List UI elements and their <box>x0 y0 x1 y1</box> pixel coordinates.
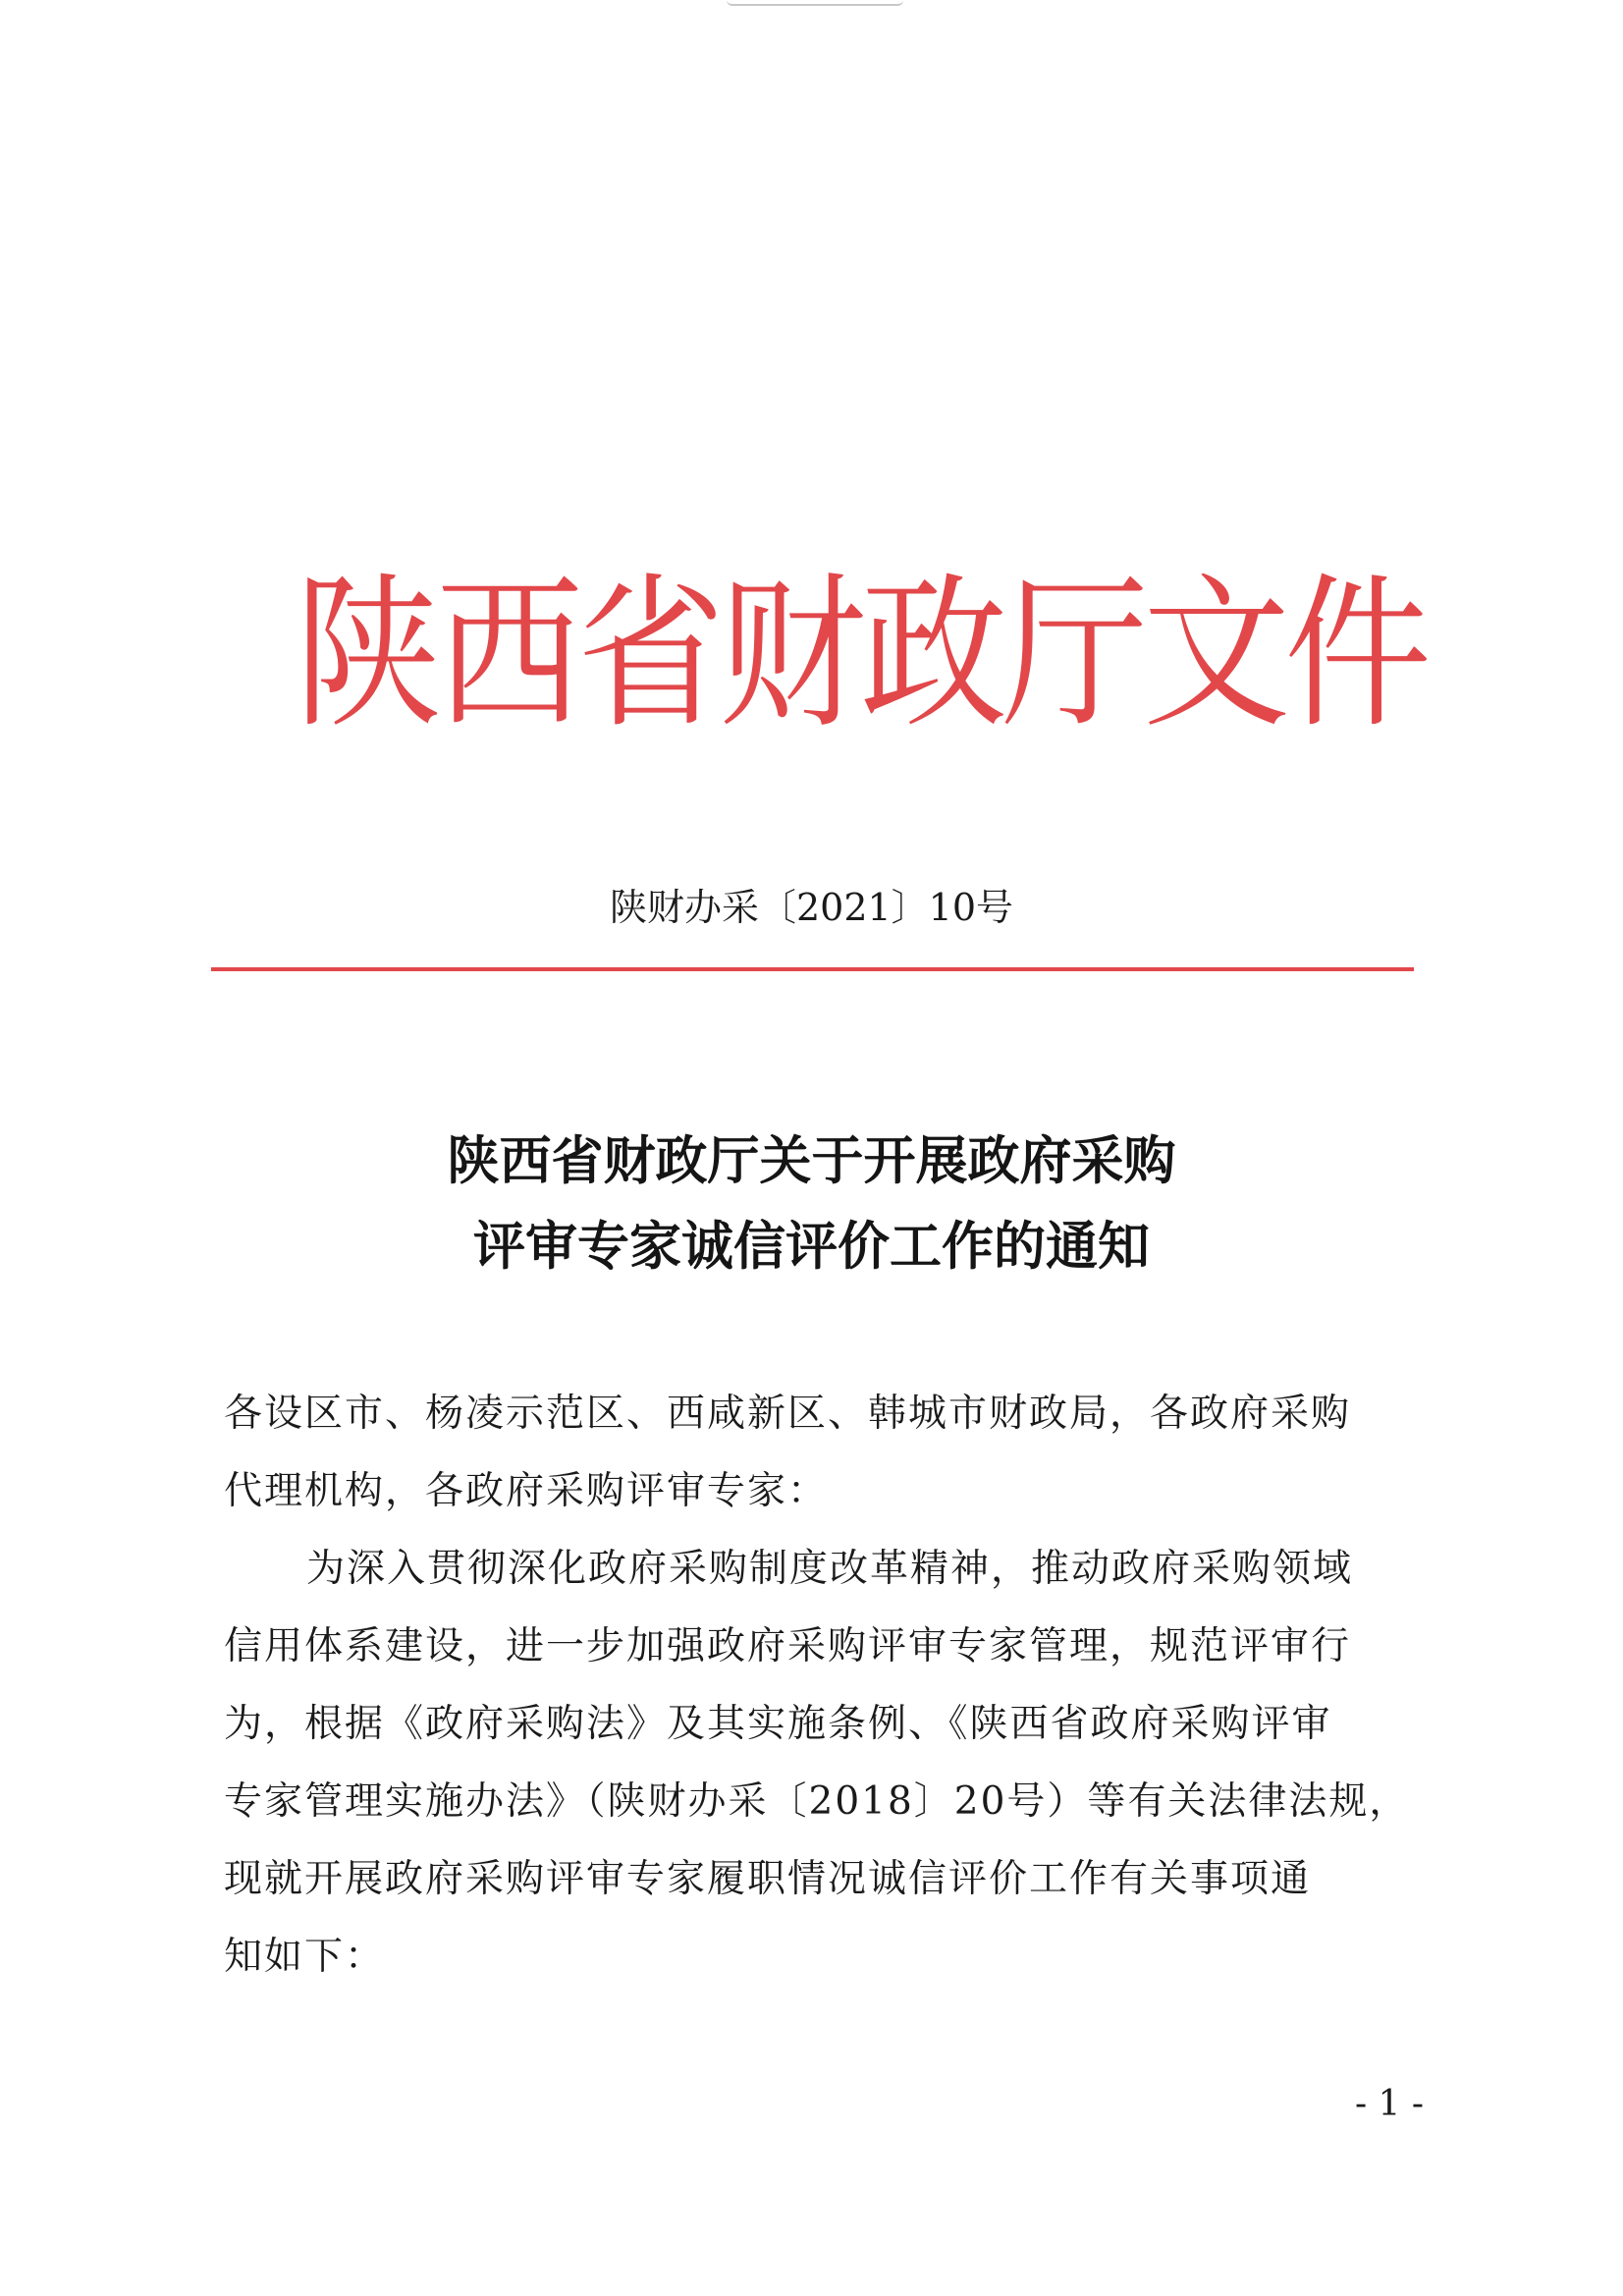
body-paragraph <box>224 1530 1432 1995</box>
addressee-line: 各设区市、杨凌示范区、西咸新区、韩城市财政局，各政府采购 <box>224 1392 1352 1436</box>
page-number: - 1 - <box>1354 2084 1425 2124</box>
body-line: 知如下： <box>224 1935 386 1979</box>
addressee-line: 代理机构，各政府采购评审专家： <box>224 1469 829 1513</box>
scan-edge-mark <box>727 0 903 6</box>
body-line: 现就开展政府采购评审专家履职情况诚信评价工作有关事项通 <box>224 1857 1312 1901</box>
body-line: 专家管理实施办法》（陕财办采〔2018〕20号）等有关法律法规， <box>224 1779 1410 1824</box>
body-line: 信用体系建设，进一步加强政府采购评审专家管理，规范评审行 <box>224 1624 1352 1668</box>
body-line: 为，根据《政府采购法》及其实施条例、《陕西省政府采购评审 <box>224 1702 1332 1746</box>
document-number: 陕财办采〔2021〕10号 <box>609 886 1014 929</box>
document-title-line-2: 评审专家诚信评价工作的通知 <box>473 1217 1150 1277</box>
document-masthead: 陕西省财政厅文件 <box>295 559 1427 751</box>
document-title-line-1: 陕西省财政厅关于开展政府采购 <box>447 1131 1176 1191</box>
red-divider-line <box>211 967 1414 971</box>
addressee-block <box>224 1375 1432 1530</box>
body-line: 为深入贯彻深化政府采购制度改革精神，推动政府采购领域 <box>306 1547 1354 1591</box>
